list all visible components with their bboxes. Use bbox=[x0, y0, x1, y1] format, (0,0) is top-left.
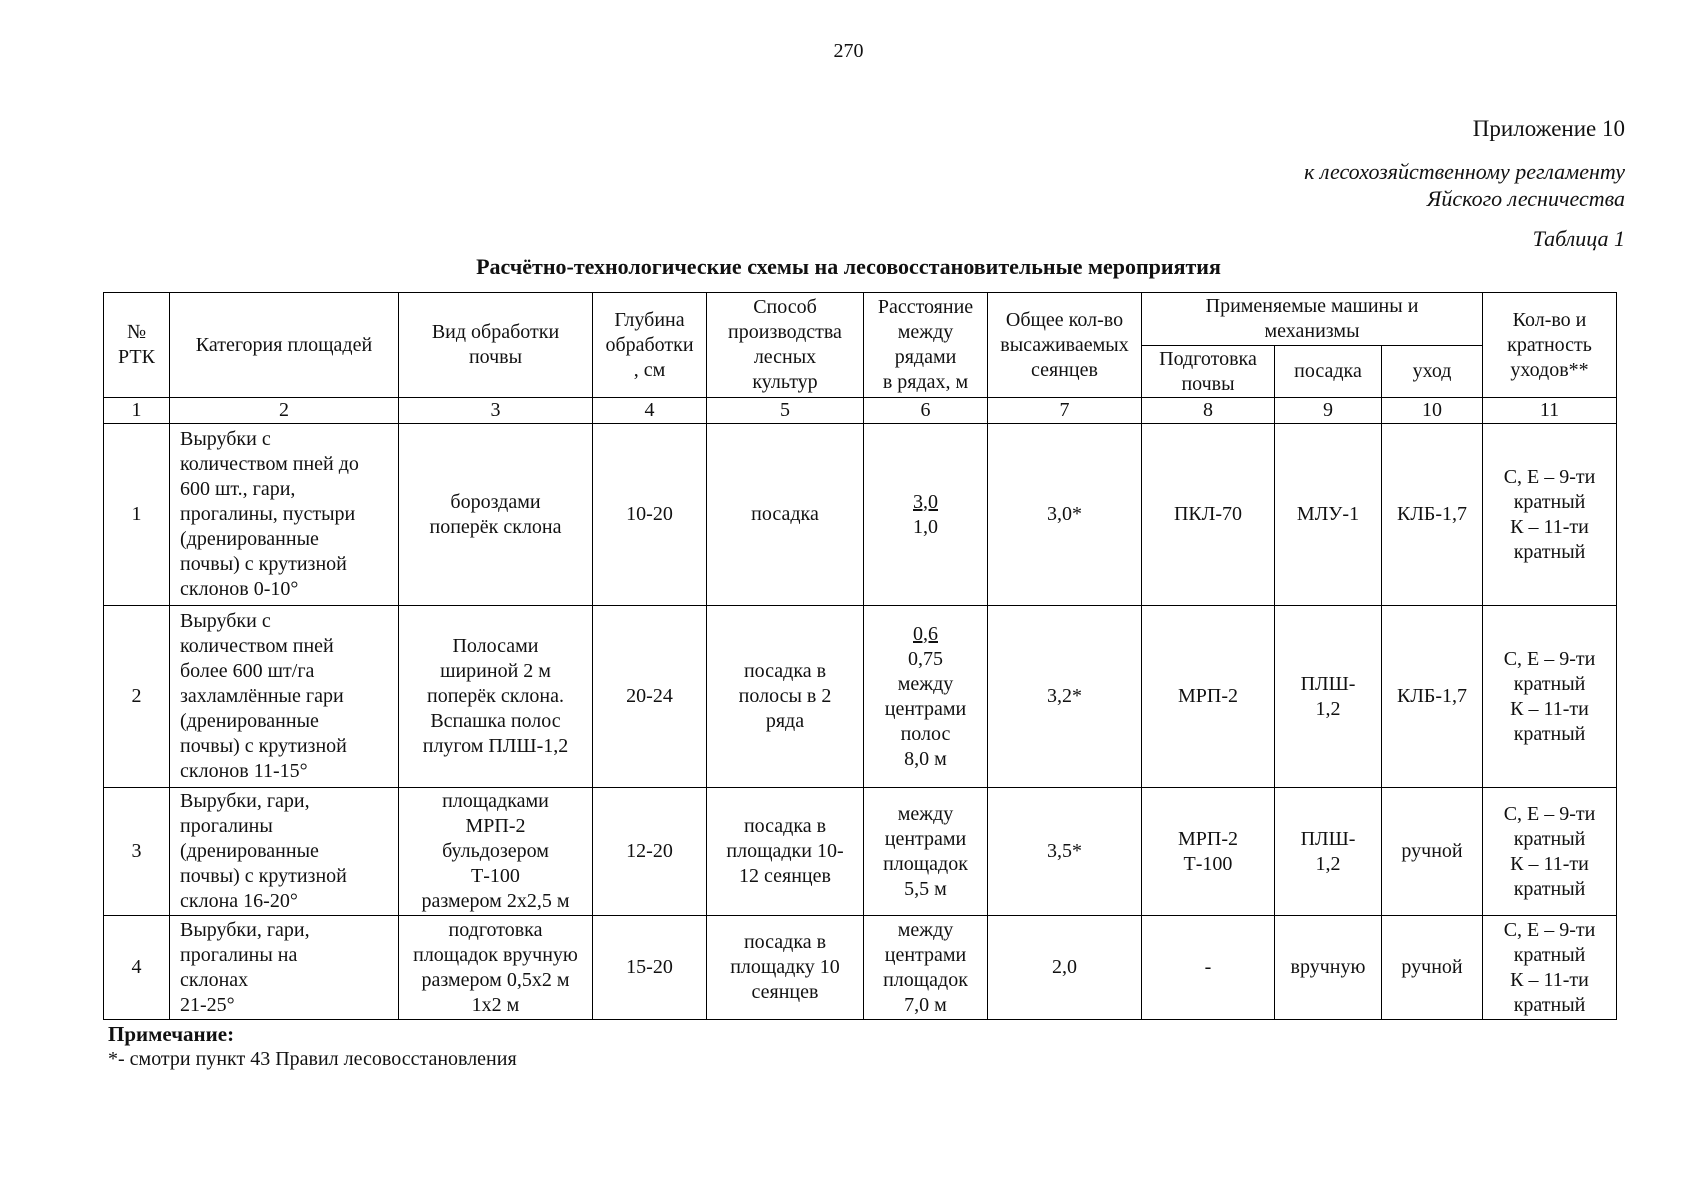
column-number: 1 bbox=[104, 398, 170, 424]
cell-depth: 20-24 bbox=[593, 606, 707, 788]
cell-method bbox=[707, 606, 864, 788]
cell-planting-machine bbox=[1275, 606, 1382, 788]
subtitle-line: к лесохозяйственному регламенту bbox=[1304, 159, 1625, 184]
cell-line: посадка в bbox=[743, 660, 827, 682]
cell-distance bbox=[864, 788, 988, 916]
cell-line: полос bbox=[900, 722, 951, 745]
table-row bbox=[104, 424, 1617, 606]
cell-category bbox=[170, 606, 399, 788]
cell-line: 1х2 м bbox=[471, 993, 520, 1016]
header-line: высаживаемых bbox=[1000, 333, 1129, 356]
cell-care-machine: ручной bbox=[1382, 916, 1483, 1020]
cell-rtk-number: 2 bbox=[104, 606, 170, 788]
cell-line: кратный bbox=[1513, 877, 1586, 900]
cell-line: 8,0 м bbox=[904, 747, 947, 770]
page-number: 270 bbox=[833, 40, 864, 62]
header-line: уходов** bbox=[1510, 358, 1589, 381]
cell-line: 1,2 bbox=[1315, 697, 1341, 720]
cell-line: поперёк склона bbox=[429, 515, 562, 538]
cell-line: К – 11-ти bbox=[1510, 697, 1589, 720]
cell-line: размером 0,5х2 м bbox=[421, 968, 570, 991]
cell-rtk-number: 1 bbox=[104, 424, 170, 606]
cell-line: поперёк склона. bbox=[426, 685, 565, 707]
cell-line: захламлённые гари bbox=[180, 685, 344, 707]
cell-line: Т-100 bbox=[1183, 852, 1233, 875]
cell-line: склонов 11-15° bbox=[180, 760, 308, 782]
cell-rtk-number: 4 bbox=[104, 916, 170, 1020]
column-number-row bbox=[104, 398, 1617, 424]
cell-line: Вырубки с bbox=[180, 610, 271, 632]
header-line: Применяемые машины и bbox=[1205, 295, 1419, 317]
cell-line: кратный bbox=[1513, 943, 1586, 966]
cell-soil-treatment bbox=[399, 788, 593, 916]
cell-line: ПКЛ-70 bbox=[1173, 503, 1242, 525]
cell-line: С, Е – 9-ти bbox=[1503, 802, 1596, 825]
cell-care-machine: КЛБ-1,7 bbox=[1382, 424, 1483, 606]
cell-line: кратный bbox=[1513, 540, 1586, 563]
cell-line: бульдозером bbox=[442, 840, 549, 862]
cell-planting-machine bbox=[1275, 788, 1382, 916]
cell-line: Т-100 bbox=[471, 865, 520, 887]
header-planting: посадка bbox=[1275, 346, 1382, 398]
cell-line: (дренированные bbox=[180, 840, 319, 862]
cell-depth: 10-20 bbox=[593, 424, 707, 606]
note-text: *- смотри пункт 43 Правил лесовосстановления bbox=[108, 1048, 517, 1070]
header-machines bbox=[1142, 293, 1483, 346]
cell-soil-treatment bbox=[399, 424, 593, 606]
cell-rtk-number: 3 bbox=[104, 788, 170, 916]
header-line: Вид обработки bbox=[431, 321, 560, 343]
cell-line: посадка в bbox=[743, 931, 827, 953]
column-number: 5 bbox=[707, 398, 864, 424]
cell-line: между bbox=[897, 672, 954, 695]
header-line: обработки bbox=[605, 333, 694, 356]
reforestation-table bbox=[103, 292, 1617, 1020]
distance-between-rows: 0,6 bbox=[913, 622, 938, 645]
cell-line: сеянцев bbox=[751, 981, 819, 1003]
cell-line: шириной 2 м bbox=[440, 660, 551, 682]
header-line: производства bbox=[728, 321, 842, 343]
cell-line: площадок bbox=[883, 968, 968, 991]
cell-line: кратный bbox=[1513, 672, 1586, 695]
cell-line: между bbox=[897, 918, 954, 941]
cell-line: прогалины на bbox=[180, 943, 298, 966]
cell-line: прогалины bbox=[180, 815, 273, 837]
cell-line: ПЛШ- bbox=[1300, 827, 1356, 850]
header-method bbox=[707, 293, 864, 398]
cell-line: более 600 шт/га bbox=[180, 660, 315, 682]
header-prep bbox=[1142, 346, 1275, 398]
cell-category bbox=[170, 916, 399, 1020]
cell-planting-machine bbox=[1275, 916, 1382, 1020]
distance-between-rows: 3,0 bbox=[913, 490, 938, 513]
cell-line: количеством пней до bbox=[180, 453, 359, 475]
cell-line: МЛУ-1 bbox=[1296, 503, 1360, 525]
cell-soil-prep-machine bbox=[1142, 916, 1275, 1020]
cell-line: ПЛШ- bbox=[1300, 672, 1356, 695]
header-line: Расстояние bbox=[877, 296, 974, 318]
header-line: Кол-во и bbox=[1512, 308, 1587, 331]
cell-distance bbox=[864, 916, 988, 1020]
header-line: Подготовка bbox=[1159, 347, 1257, 370]
cell-total-seedlings: 3,0* bbox=[988, 424, 1142, 606]
cell-line: С, Е – 9-ти bbox=[1503, 647, 1596, 670]
table-title: Расчётно-технологические схемы на лесовосстановительные мероприятия bbox=[476, 254, 1221, 279]
appendix-heading: Приложение 10 bbox=[1472, 116, 1625, 141]
header-soil bbox=[399, 293, 593, 398]
header-line: рядами bbox=[894, 346, 957, 368]
cell-care-count bbox=[1483, 424, 1617, 606]
cell-line: К – 11-ти bbox=[1510, 968, 1589, 991]
header-line: Общее кол-во bbox=[1005, 308, 1124, 331]
cell-care-machine: КЛБ-1,7 bbox=[1382, 606, 1483, 788]
cell-line: полосы в 2 bbox=[738, 685, 832, 707]
cell-line: кратный bbox=[1513, 490, 1586, 513]
cell-line: площадок bbox=[883, 852, 968, 875]
cell-line: плугом ПЛШ-1,2 bbox=[422, 735, 569, 757]
subtitle-line: Яйского лесничества bbox=[1426, 186, 1625, 211]
cell-line: почвы) с крутизной bbox=[180, 553, 347, 575]
note-title: Примечание: bbox=[108, 1022, 235, 1046]
cell-line: бороздами bbox=[450, 490, 541, 513]
cell-line: площадку 10 bbox=[730, 956, 840, 978]
cell-line: С, Е – 9-ти bbox=[1503, 465, 1596, 488]
cell-line: склонов 0-10° bbox=[180, 578, 299, 600]
cell-line: Вспашка полос bbox=[430, 710, 561, 732]
cell-line: центрами bbox=[884, 943, 967, 966]
header-total bbox=[988, 293, 1142, 398]
cell-line: посадка bbox=[751, 503, 819, 525]
cell-line: 7,0 м bbox=[904, 993, 947, 1016]
table-row bbox=[104, 916, 1617, 1020]
cell-method bbox=[707, 788, 864, 916]
cell-line: кратный bbox=[1513, 827, 1586, 850]
appendix-subtitle bbox=[1304, 158, 1625, 212]
cell-line: ряда bbox=[765, 710, 805, 732]
cell-line: центрами bbox=[884, 827, 967, 850]
cell-line: площадок вручную bbox=[413, 943, 578, 966]
header-line: почвы bbox=[1181, 372, 1235, 395]
cell-line: склонах bbox=[180, 968, 249, 991]
cell-line: Вырубки, гари, bbox=[180, 790, 310, 812]
column-number: 4 bbox=[593, 398, 707, 424]
header-line: культур bbox=[752, 371, 818, 393]
column-number: 10 bbox=[1382, 398, 1483, 424]
header-line: в рядах, м bbox=[882, 371, 969, 393]
header-distance bbox=[864, 293, 988, 398]
cell-line: центрами bbox=[884, 697, 967, 720]
cell-distance bbox=[864, 424, 988, 606]
header-depth bbox=[593, 293, 707, 398]
header-line: кратность bbox=[1507, 333, 1592, 356]
cell-line: Вырубки, гари, bbox=[180, 918, 310, 941]
cell-line: С, Е – 9-ти bbox=[1503, 918, 1596, 941]
header-line: РТК bbox=[118, 346, 155, 368]
table-label: Таблица 1 bbox=[1532, 226, 1625, 251]
cell-distance bbox=[864, 606, 988, 788]
column-number: 9 bbox=[1275, 398, 1382, 424]
cell-line: склона 16-20° bbox=[180, 890, 298, 912]
cell-line: вручную bbox=[1290, 956, 1366, 978]
header-category: Категория площадей bbox=[170, 293, 399, 398]
column-number: 8 bbox=[1142, 398, 1275, 424]
cell-line: подготовка bbox=[448, 918, 543, 941]
cell-method bbox=[707, 916, 864, 1020]
header-care-count bbox=[1483, 293, 1617, 398]
cell-line: 12 сеянцев bbox=[739, 865, 831, 887]
cell-line: посадка в bbox=[743, 815, 827, 837]
cell-line: - bbox=[1204, 956, 1212, 978]
cell-soil-prep-machine bbox=[1142, 788, 1275, 916]
header-line: № bbox=[126, 321, 147, 343]
cell-category bbox=[170, 424, 399, 606]
cell-line: 1,0 bbox=[913, 515, 938, 538]
cell-soil-prep-machine bbox=[1142, 424, 1275, 606]
header-line: лесных bbox=[753, 346, 817, 368]
cell-depth: 15-20 bbox=[593, 916, 707, 1020]
cell-line: 5,5 м bbox=[904, 877, 947, 900]
cell-care-machine: ручной bbox=[1382, 788, 1483, 916]
cell-line: (дренированные bbox=[180, 710, 319, 732]
cell-line: между bbox=[897, 802, 954, 825]
cell-line: МРП-2 bbox=[1177, 685, 1238, 707]
cell-total-seedlings: 3,5* bbox=[988, 788, 1142, 916]
header-line: Способ bbox=[753, 296, 817, 318]
cell-line: (дренированные bbox=[180, 528, 319, 550]
header-line: , см bbox=[633, 358, 666, 381]
cell-line: кратный bbox=[1513, 993, 1586, 1016]
cell-planting-machine bbox=[1275, 424, 1382, 606]
cell-line: 600 шт., гари, bbox=[180, 478, 296, 500]
cell-line: кратный bbox=[1513, 722, 1586, 745]
cell-line: К – 11-ти bbox=[1510, 852, 1589, 875]
cell-line: площадками bbox=[442, 790, 549, 812]
cell-line: МРП-2 bbox=[465, 815, 526, 837]
column-number: 2 bbox=[170, 398, 399, 424]
header-care: уход bbox=[1382, 346, 1483, 398]
cell-care-count bbox=[1483, 606, 1617, 788]
cell-line: почвы) с крутизной bbox=[180, 865, 347, 887]
header-rtk bbox=[104, 293, 170, 398]
header-line: механизмы bbox=[1264, 320, 1360, 342]
cell-line: почвы) с крутизной bbox=[180, 735, 347, 757]
cell-care-count bbox=[1483, 788, 1617, 916]
cell-soil-prep-machine bbox=[1142, 606, 1275, 788]
cell-total-seedlings: 3,2* bbox=[988, 606, 1142, 788]
column-number: 3 bbox=[399, 398, 593, 424]
cell-line: 0,75 bbox=[908, 647, 943, 670]
cell-care-count bbox=[1483, 916, 1617, 1020]
cell-line: Полосами bbox=[452, 635, 539, 657]
cell-line: К – 11-ти bbox=[1510, 515, 1589, 538]
header-line: между bbox=[897, 321, 954, 343]
column-number: 11 bbox=[1483, 398, 1617, 424]
cell-line: Вырубки с bbox=[180, 428, 271, 450]
table-row bbox=[104, 606, 1617, 788]
cell-soil-treatment bbox=[399, 606, 593, 788]
cell-depth: 12-20 bbox=[593, 788, 707, 916]
header-line: Глубина bbox=[614, 308, 685, 331]
column-number: 6 bbox=[864, 398, 988, 424]
column-number: 7 bbox=[988, 398, 1142, 424]
header-line: почвы bbox=[468, 346, 523, 368]
cell-line: 21-25° bbox=[180, 993, 235, 1016]
header-line: сеянцев bbox=[1031, 358, 1098, 381]
cell-method bbox=[707, 424, 864, 606]
table-row bbox=[104, 788, 1617, 916]
cell-line: прогалины, пустыри bbox=[180, 503, 356, 525]
cell-line: 1,2 bbox=[1315, 852, 1341, 875]
cell-category bbox=[170, 788, 399, 916]
cell-total-seedlings: 2,0 bbox=[988, 916, 1142, 1020]
cell-line: площадки 10- bbox=[726, 840, 844, 862]
cell-soil-treatment bbox=[399, 916, 593, 1020]
cell-line: МРП-2 bbox=[1177, 827, 1238, 850]
cell-line: количеством пней bbox=[180, 635, 334, 657]
cell-line: размером 2х2,5 м bbox=[421, 890, 570, 912]
